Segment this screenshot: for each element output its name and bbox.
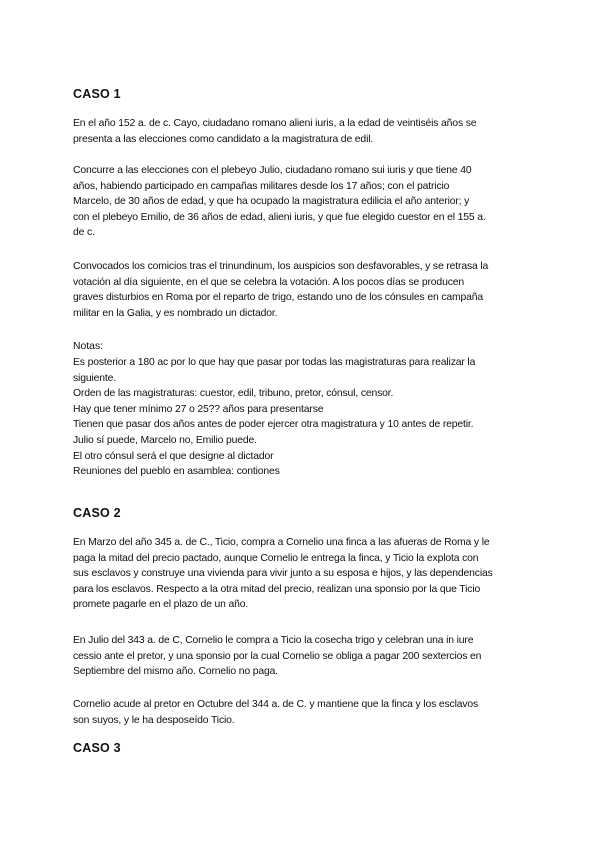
text-line: En Julio del 343 a. de C, Cornelio le compra a Ticio la cosecha trigo y celebran una in iure — [73, 635, 474, 646]
text-line: En el año 152 a. de c. Cayo, ciudadano romano alieni iuris, a la edad de veintiséis años se — [73, 118, 477, 129]
caso2-paragraph-2 — [73, 633, 531, 680]
caso1-paragraph-1 — [73, 116, 531, 147]
text-line: presenta a las elecciones como candidato a la magistratura de edil. — [73, 133, 374, 145]
text-line: Septiembre del mismo año. Cornelio no paga. — [73, 666, 278, 678]
text-line: años, habiendo participado en campañas militares desde los 17 años; con el patricio — [73, 180, 450, 192]
caso1-heading: CASO 1 — [73, 87, 121, 101]
text-line: cessio ante el pretor, y una sponsio por la cual Cornelio se obliga a pagar 200 sextercios en — [73, 650, 482, 662]
text-line: con el plebeyo Emilio, de 36 años de edad, alieni iuris, y que fue elegido cuestor en el 155 a. — [73, 211, 486, 223]
note-line: Tienen que pasar dos años antes de poder ejercer otra magistratura y 10 antes de repetir. — [73, 419, 474, 431]
caso2-heading: CASO 2 — [73, 506, 121, 520]
caso2-paragraph-3 — [73, 697, 531, 728]
caso2-paragraph-1 — [73, 535, 531, 613]
text-line: votación al día siguiente, en el que se celebra la votación. A los pocos días se producen — [73, 276, 464, 288]
text-line: promete pagarle en el plazo de un año. — [73, 599, 249, 611]
text-line: Concurre a las elecciones con el plebeyo Julio, ciudadano romano sui iuris y que tiene 40 — [73, 165, 472, 176]
text-line: Cornelio acude al pretor en Octubre del 344 a. de C. y mantiene que la finca y los esclavos — [73, 699, 479, 710]
text-line: Convocados los comicios tras el trinundinum, los auspicios son desfavorables, y se retrasa la — [73, 261, 489, 272]
caso1-paragraph-3 — [73, 259, 531, 321]
note-line: Es posterior a 180 ac por lo que hay que pasar por todas las magistraturas para realizar la — [73, 357, 476, 368]
note-line: Reuniones del pueblo en asamblea: contiones — [73, 466, 280, 478]
note-line: Hay que tener mínimo 27 o 25?? años para presentarse — [73, 403, 324, 415]
note-line: siguiente. — [73, 372, 116, 384]
note-line: El otro cónsul será el que designe al dictador — [73, 450, 274, 462]
text-line: de c. — [73, 227, 95, 239]
caso1-paragraph-2 — [73, 163, 531, 241]
text-line: son suyos, y le ha desposeído Ticio. — [73, 714, 235, 726]
text-line: Marcelo, de 30 años de edad, y que ha ocupado la magistratura edilicia el año anterior; y — [73, 196, 470, 208]
notes-title: Notas: — [73, 341, 104, 352]
text-line: militar en la Galia, y es nombrado un dictador. — [73, 307, 278, 319]
caso3-heading: CASO 3 — [73, 741, 121, 755]
text-line: para los esclavos. Respecto a la otra mitad del precio, realizan una sponsio por la que Ticio — [73, 583, 481, 595]
text-line: graves disturbios en Roma por el reparto de trigo, estando uno de los cónsules en campaña — [73, 292, 484, 304]
text-line: En Marzo del año 345 a. de C., Ticio, compra a Cornelio una finca a las afueras de Roma y le — [73, 537, 490, 548]
text-line: sus esclavos y construye una vivienda para vivir junto a su esposa e hijos, y las dependencias — [73, 568, 493, 580]
text-line: paga la mitad del precio pactado, aunque Cornelio le entrega la finca, y Ticio la explota con — [73, 552, 479, 564]
note-line: Orden de las magistraturas: cuestor, edil, tribuno, pretor, cónsul, censor. — [73, 388, 394, 400]
note-line: Julio sí puede, Marcelo no, Emilio puede. — [73, 434, 257, 446]
notes-list — [73, 355, 531, 480]
